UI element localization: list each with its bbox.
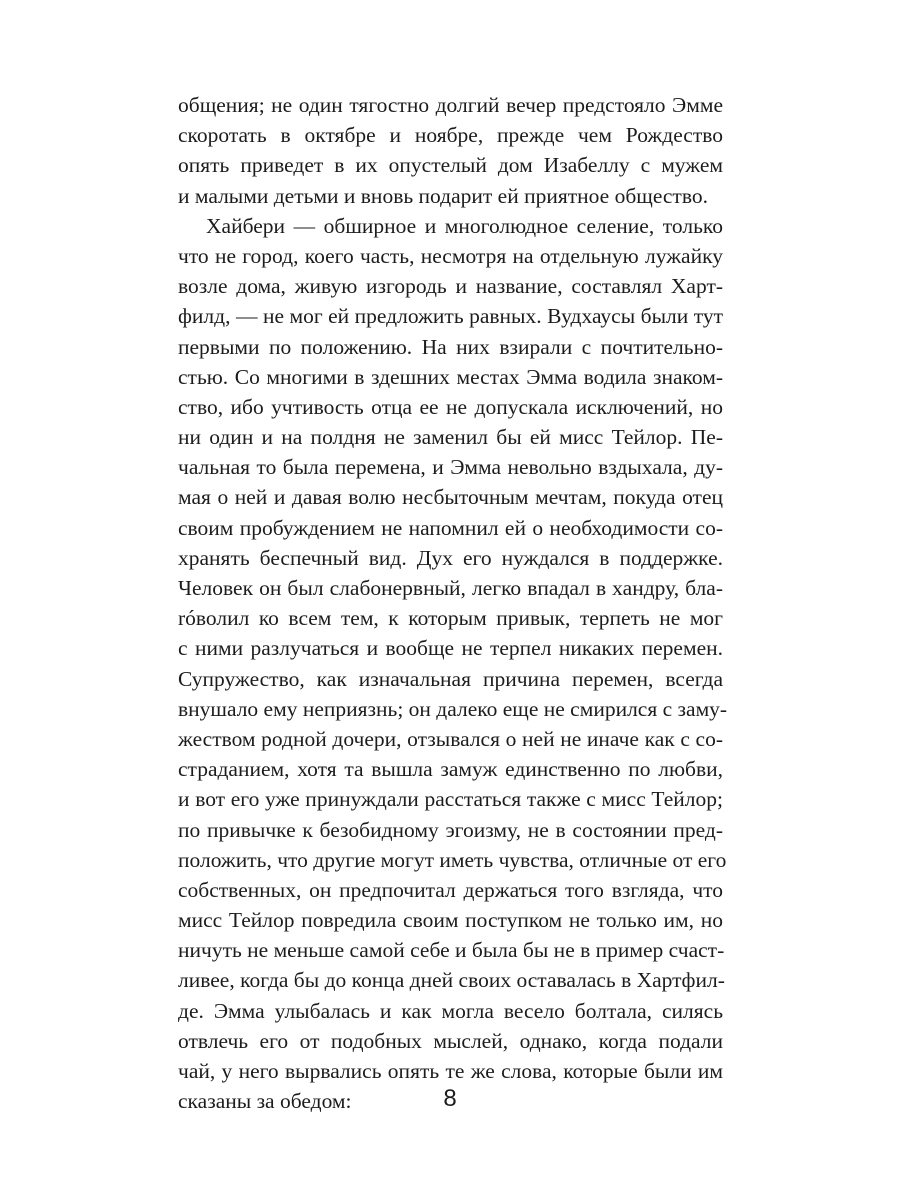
text-line: опять приведет в их опустелый дом Изабеллу с мужем	[178, 153, 723, 178]
paragraph-start-line: Хайбери — обширное и многолюдное селение, только	[206, 213, 723, 238]
text-line: что не город, коего часть, несмотря на отдельную лужайку	[178, 243, 723, 268]
text-line: róволил ко всем тем, к которым привык, терпеть не мог	[178, 606, 723, 631]
text-line: общения; не один тягостно долгий вечер предстояло Эмме	[178, 93, 723, 117]
text-line: с ними разлучаться и вообще не терпел никаких перемен.	[178, 636, 723, 661]
text-line: своим пробуждением не напомнил ей о необходимости со-	[178, 515, 723, 540]
text-line: Человек он был слабонервный, легко впадал в хандру, бла-	[178, 576, 723, 600]
text-line: мая о ней и давая волю несбыточным мечтам, покуда отец	[178, 485, 723, 510]
text-line: де. Эмма улыбалась и как могла весело болтала, силясь	[178, 998, 723, 1023]
text-line: хранять беспечный вид. Дух его нуждался в поддержке.	[178, 545, 723, 570]
body-text	[178, 90, 728, 1116]
text-line: сказаны за обедом:	[178, 1089, 352, 1114]
text-line: возле дома, живую изгородь и название, составлял Харт-	[178, 274, 723, 299]
page-number: 8	[443, 1085, 457, 1112]
text-line: и вот его уже принуждали расстаться также с мисс Тейлор;	[178, 787, 723, 812]
text-line: отвлечь его от подобных мыслей, однако, когда подали	[178, 1028, 723, 1053]
text-line: филд, — не мог ей предложить равных. Вудхаусы были тут	[178, 304, 723, 329]
text-line: ни один и на полдня не заменил бы ей мисс Тейлор. Пе-	[178, 425, 723, 450]
text-line: скоротать в октябре и ноябре, прежде чем Рождество	[178, 123, 723, 148]
text-line: ничуть не меньше самой себе и была бы не в пример счаст-	[178, 938, 725, 963]
text-line: чай, у него вырвались опять те же слова, которые были им	[178, 1059, 723, 1083]
text-line: мисс Тейлор повредила своим поступком не только им, но	[178, 908, 723, 933]
text-line: собственных, он предпочитал держаться того взгляда, что	[178, 877, 723, 902]
text-line: ливее, когда бы до конца дней своих оставалась в Хартфил-	[178, 968, 725, 993]
text-line: Супружество, как изначальная причина перемен, всегда	[178, 666, 723, 691]
text-line: по привычке к безобидному эгоизму, не в состоянии пред-	[178, 817, 723, 842]
text-line: стью. Со многими в здешних местах Эмма водила знаком-	[178, 364, 723, 389]
text-line: чальная то была перемена, и Эмма невольно вздыхала, ду-	[178, 455, 723, 480]
text-line: ство, ибо учтивость отца ее не допускала исключений, но	[178, 394, 723, 419]
text-line: и малыми детьми и вновь подарит ей приятное общество.	[178, 183, 708, 208]
text-line: положить, что другие могут иметь чувства, отличные от его	[178, 847, 727, 872]
text-line: внушало ему неприязнь; он далеко еще не смирился с заму-	[178, 696, 728, 721]
text-line: жеством родной дочери, отзывался о ней не иначе как с со-	[178, 726, 723, 751]
text-line: первыми по положению. На них взирали с почтительно-	[178, 334, 723, 359]
text-line: страданием, хотя та вышла замуж единственно по любви,	[178, 757, 723, 782]
